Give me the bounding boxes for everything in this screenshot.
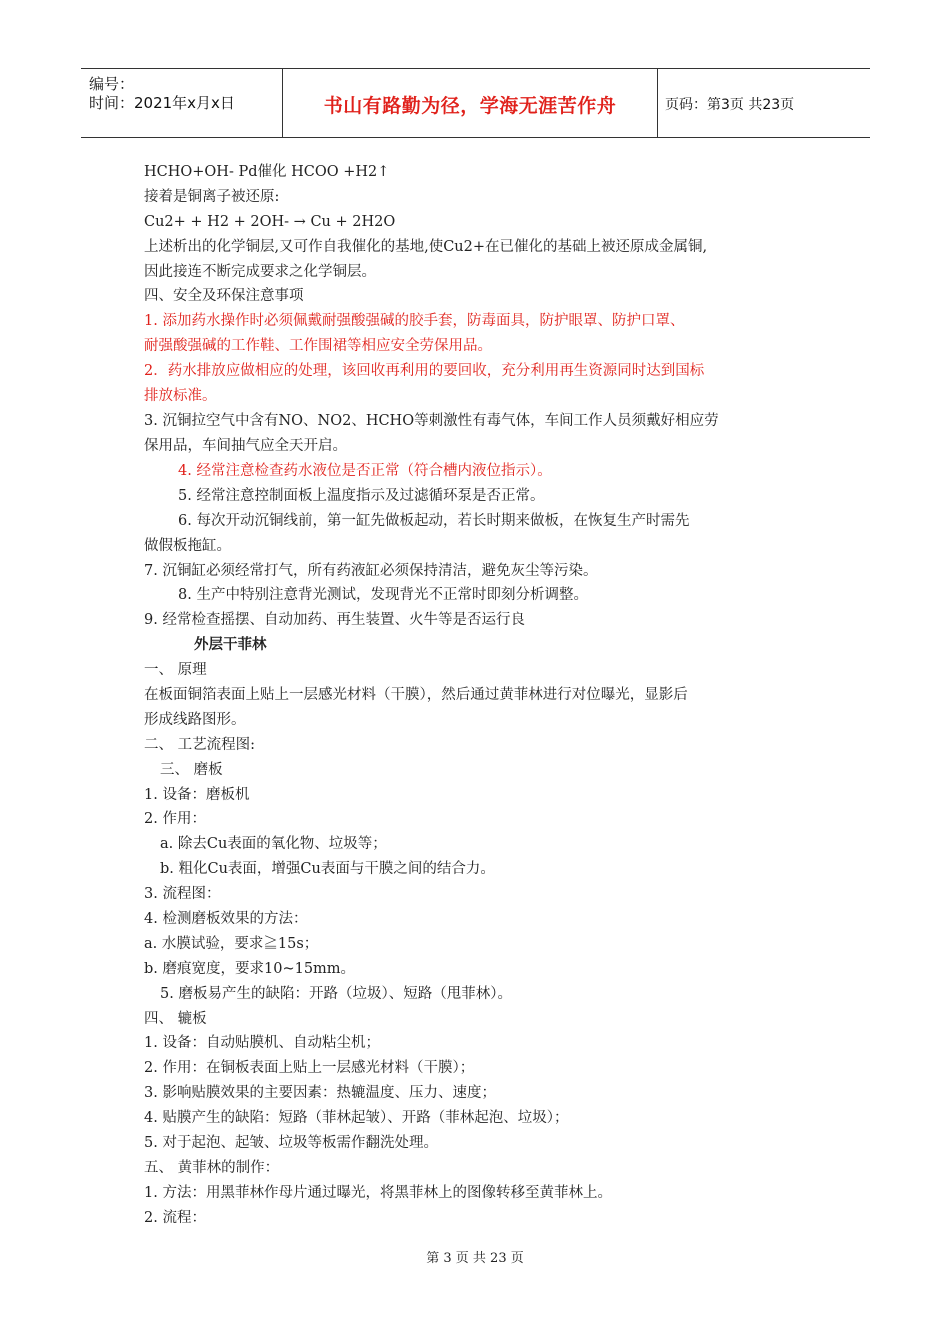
section-heading: 四、 辘板 xyxy=(144,1011,207,1027)
list-item: 2. 作用： xyxy=(144,811,206,827)
header-motto-cell xyxy=(282,69,658,137)
list-item: 1. 方法：用黑菲林作母片通过曝光，将黑菲林上的图像转移至黄菲林上。 xyxy=(144,1185,612,1201)
safety-item-7: 7. 沉铜缸必须经常打气，所有药液缸必须保持清洁，避免灰尘等污染。 xyxy=(144,563,598,579)
text-line: HCHO+OH- Pd催化 HCOO +H2↑ xyxy=(144,164,390,180)
list-item: a. 除去Cu表面的氧化物、垃圾等； xyxy=(160,836,387,852)
safety-item-5: 5. 经常注意控制面板上温度指示及过滤循环泵是否正常。 xyxy=(178,488,545,504)
safety-item-6-cont: 做假板拖缸。 xyxy=(144,538,231,554)
list-item: 1. 设备：磨板机 xyxy=(144,787,250,803)
text-line: 因此接连不断完成要求之化学铜层。 xyxy=(144,264,376,280)
text-line: 上述析出的化学铜层,又可作自我催化的基地,使Cu2+在已催化的基础上被还原成金属铜, xyxy=(144,239,708,255)
safety-item-2: 2．药水排放应做相应的处理，该回收再利用的要回收，充分利用再生资源同时达到国标 xyxy=(144,363,705,379)
text-line: 在板面铜箔表面上贴上一层感光材料（干膜），然后通过黄菲林进行对位曝光，显影后 xyxy=(144,687,688,703)
list-item: 4. 贴膜产生的缺陷：短路（菲林起皱）、开路（菲林起泡、垃圾）； xyxy=(144,1110,569,1126)
list-item: b. 磨痕宽度，要求10~15mm。 xyxy=(144,961,356,977)
list-item: 2. 作用：在铜板表面上贴上一层感光材料（干膜）； xyxy=(144,1060,475,1076)
list-item: b. 粗化Cu表面，增强Cu表面与干膜之间的结合力。 xyxy=(160,861,495,877)
list-item: 4. 检测磨板效果的方法： xyxy=(144,911,308,927)
section-heading: 五、 黄菲林的制作： xyxy=(144,1160,280,1176)
list-item: a. 水膜试验，要求≧15s； xyxy=(144,936,319,952)
list-item: 5. 磨板易产生的缺陷：开路（垃圾）、短路（甩菲林）。 xyxy=(160,986,512,1002)
section-heading: 四、安全及环保注意事项 xyxy=(144,288,304,304)
safety-item-6: 6. 每次开动沉铜线前，第一缸先做板起动，若长时期来做板，在恢复生产时需先 xyxy=(178,513,690,529)
safety-item-1-cont: 耐强酸强碱的工作鞋、工作围裙等相应安全劳保用品。 xyxy=(144,338,492,354)
list-item: 1. 设备：自动贴膜机、自动粘尘机； xyxy=(144,1035,380,1051)
safety-item-8: 8. 生产中特别注意背光测试，发现背光不正常时即刻分析调整。 xyxy=(178,587,588,603)
safety-item-3: 3. 沉铜拉空气中含有NO、NO2、HCHO等刺激性有毒气体，车间工作人员须戴好相应劳 xyxy=(144,413,719,429)
page-code: 页码：第3页 共23页 xyxy=(665,97,795,113)
page-footer: 第 3 页 共 23 页 xyxy=(426,1251,524,1266)
safety-item-4: 4. 经常注意检查药水液位是否正常（符合槽内液位指示）。 xyxy=(178,463,552,479)
text-line: 接着是铜离子被还原: xyxy=(144,189,280,205)
document-number-label: 编号： xyxy=(89,75,135,93)
document-date: 时间：2021年x月x日 xyxy=(89,94,235,112)
list-item: 3. 影响贴膜效果的主要因素：热辘温度、压力、速度； xyxy=(144,1085,496,1101)
header-page-cell xyxy=(657,69,870,137)
safety-item-2-cont: 排放标准。 xyxy=(144,388,217,404)
text-line: Cu2+ + H2 + 2OH- → Cu + 2H2O xyxy=(144,214,396,230)
list-item: 5. 对于起泡、起皱、垃圾等板需作翻洗处理。 xyxy=(144,1135,438,1151)
safety-item-9: 9. 经常检查摇摆、自动加药、再生装置、火牛等是否运行良 xyxy=(144,612,525,628)
list-item: 2. 流程： xyxy=(144,1210,206,1226)
header-table xyxy=(81,68,870,138)
list-item: 3. 流程图： xyxy=(144,886,221,902)
text-line: 形成线路图形。 xyxy=(144,712,246,728)
section-heading: 三、 磨板 xyxy=(160,762,223,778)
safety-item-1: 1. 添加药水操作时必须佩戴耐强酸强碱的胶手套，防毒面具，防护眼罩、防护口罩、 xyxy=(144,313,685,329)
chapter-heading: 外层干菲林 xyxy=(194,637,267,653)
motto: 书山有路勤为径，学海无涯苦作舟 xyxy=(323,95,617,117)
section-heading: 一、 原理 xyxy=(144,662,207,678)
header-info-cell xyxy=(81,69,282,137)
safety-item-3-cont: 保用品，车间抽气应全天开启。 xyxy=(144,438,347,454)
section-heading: 二、 工艺流程图: xyxy=(144,737,255,753)
